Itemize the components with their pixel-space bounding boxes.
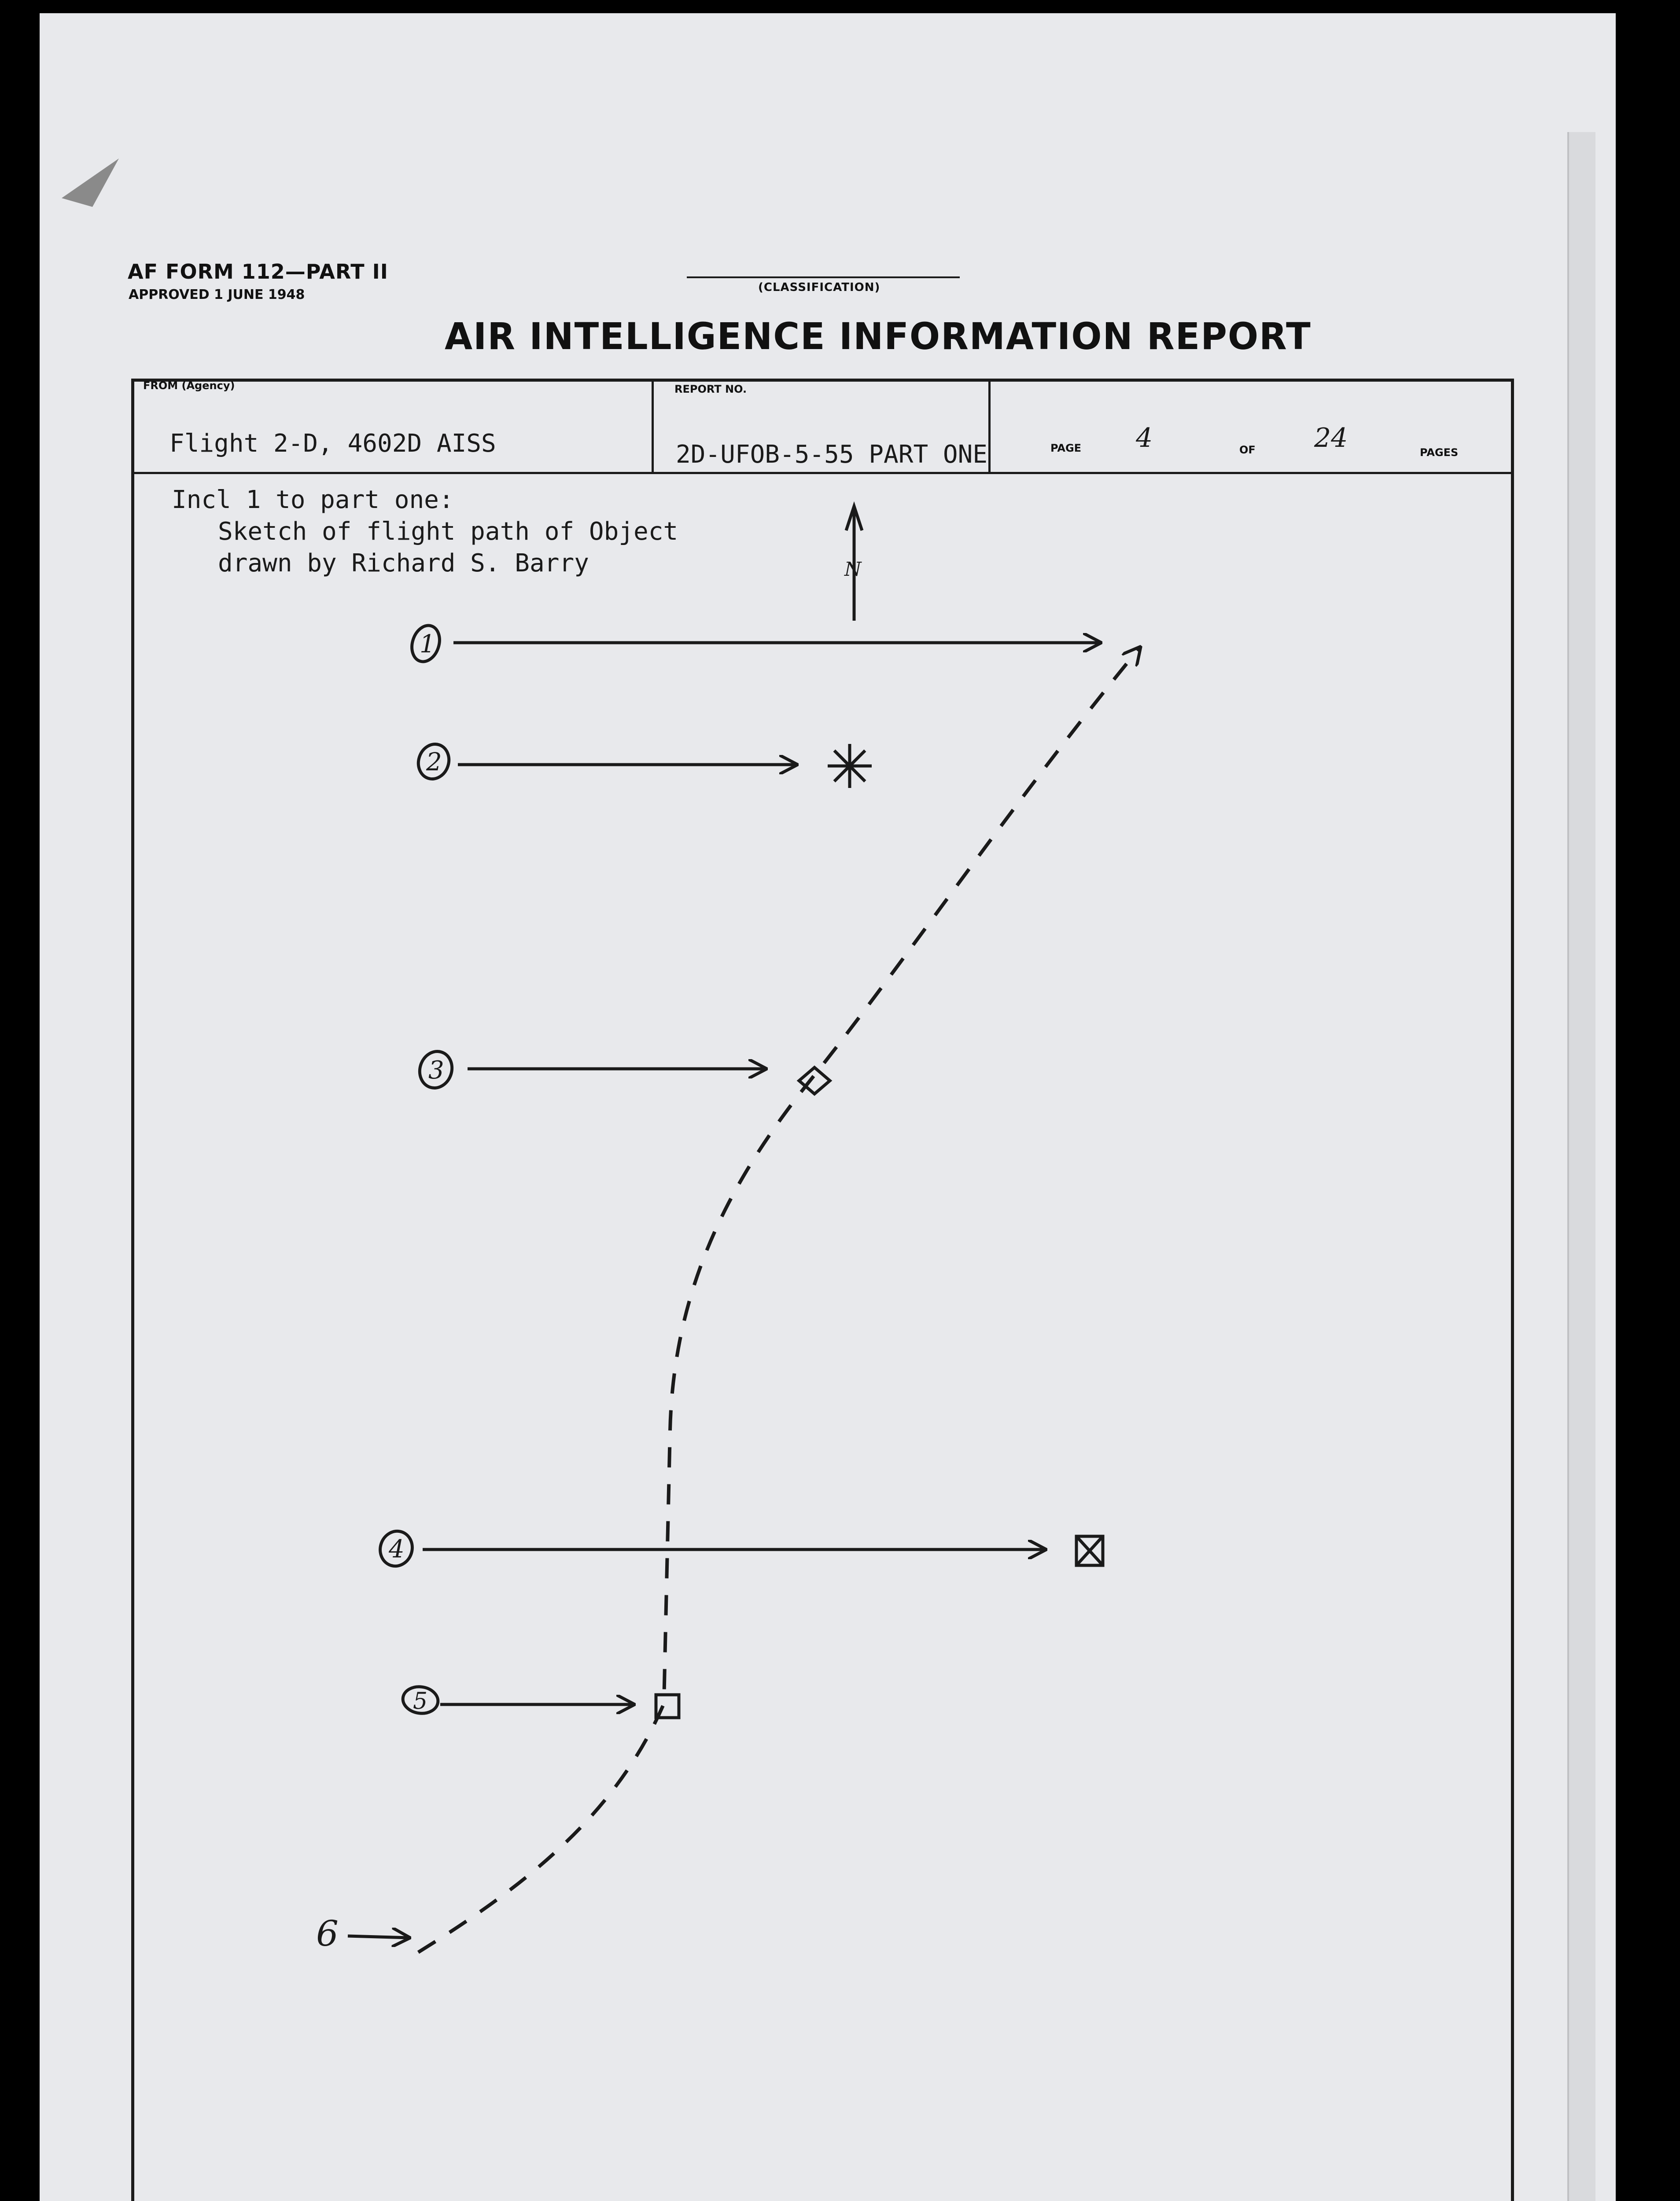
position-2 xyxy=(414,740,872,788)
position-3 xyxy=(415,1047,830,1094)
total-pages: 24 xyxy=(1314,423,1348,453)
inclosure-description: Sketch of flight path of Object xyxy=(218,517,678,546)
north-label: N xyxy=(844,558,862,581)
report-no-value: 2D-UFOB-5-55 PART ONE xyxy=(676,440,988,469)
star-sighting-icon xyxy=(828,744,872,788)
svg-text:1: 1 xyxy=(420,630,435,659)
position-1 xyxy=(407,622,1101,665)
svg-text:6: 6 xyxy=(316,1913,339,1954)
page-number: 4 xyxy=(1136,423,1153,453)
position-6 xyxy=(316,1913,409,1954)
svg-text:5: 5 xyxy=(413,1688,428,1715)
classification-top: (CLASSIFICATION) xyxy=(758,281,881,294)
crossed-box-icon xyxy=(1076,1536,1103,1565)
form-approved-date: APPROVED 1 JUNE 1948 xyxy=(129,287,305,302)
svg-text:2: 2 xyxy=(426,748,442,777)
svg-text:3: 3 xyxy=(428,1056,444,1085)
object-flight-path xyxy=(418,647,1140,1952)
form-number: AF FORM 112—PART II xyxy=(128,260,388,283)
page-label: PAGE xyxy=(1050,442,1082,454)
of-label: OF xyxy=(1239,444,1256,456)
north-arrow xyxy=(844,506,862,621)
inclosure-author: drawn by Richard S. Barry xyxy=(218,549,589,578)
corner-fold-mark-top-left xyxy=(62,158,119,207)
inclosure-title: Incl 1 to part one: xyxy=(172,486,454,514)
position-4 xyxy=(376,1527,1103,1570)
pages-label: PAGES xyxy=(1420,446,1459,459)
position-5 xyxy=(401,1685,679,1718)
page-title: AIR INTELLIGENCE INFORMATION REPORT xyxy=(445,315,1312,358)
svg-text:4: 4 xyxy=(389,1535,405,1564)
report-no-label: REPORT NO. xyxy=(674,383,747,395)
from-label: FROM (Agency) xyxy=(143,379,235,392)
from-value: Flight 2-D, 4602D AISS xyxy=(169,429,496,458)
